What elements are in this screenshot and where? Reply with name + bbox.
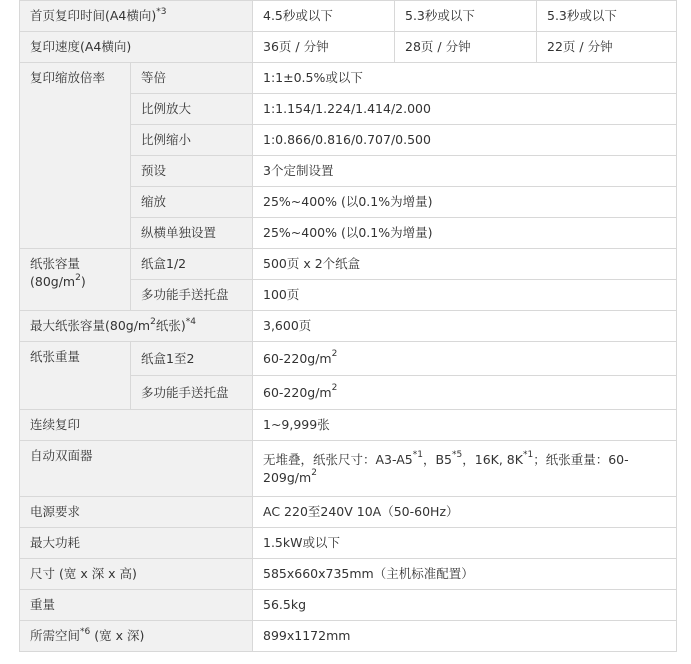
sub-label: 等倍 — [131, 63, 253, 94]
label-text: ) — [80, 274, 86, 289]
value-cell: 3个定制设置 — [253, 156, 677, 187]
value-cell: 56.5kg — [253, 590, 677, 621]
label-text: (80g/m — [30, 274, 76, 289]
row-label-power: 电源要求 — [20, 497, 253, 528]
label-text: 纸张容量 — [30, 256, 81, 271]
value-cell: 1.5kW或以下 — [253, 528, 677, 559]
sub-label: 缩放 — [131, 187, 253, 218]
row-label-duplex: 自动双面器 — [20, 441, 253, 497]
value-cell — [253, 441, 677, 497]
table-row — [20, 63, 677, 94]
label-text: (宽 x 深) — [90, 628, 145, 643]
superscript: 2 — [311, 468, 317, 479]
table-row — [20, 249, 677, 280]
value-text: ，16K, 8K — [462, 451, 523, 467]
value-cell: 1:0.866/0.816/0.707/0.500 — [253, 125, 677, 156]
spec-table — [19, 0, 677, 652]
value-cell: 5.3秒或以下 — [395, 1, 537, 32]
value-cell: 1~9,999张 — [253, 410, 677, 441]
row-label-paper-weight: 纸张重量 — [20, 342, 131, 410]
value-cell: 3,600页 — [253, 311, 677, 342]
row-label-first-copy-time — [20, 1, 253, 32]
table-row — [20, 590, 677, 621]
value-cell: 25%~400% (以0.1%为增量) — [253, 187, 677, 218]
table-row — [20, 441, 677, 497]
superscript: 2 — [150, 316, 156, 327]
row-label-copy-speed: 复印速度(A4横向) — [20, 32, 253, 63]
value-cell: 1:1±0.5%或以下 — [253, 63, 677, 94]
footnote-marker: *1 — [522, 450, 534, 461]
value-cell: AC 220至240V 10A（50-60Hz） — [253, 497, 677, 528]
value-cell: 25%~400% (以0.1%为增量) — [253, 218, 677, 249]
row-label-dimensions: 尺寸 (宽 x 深 x 高) — [20, 559, 253, 590]
value-cell: 28页 / 分钟 — [395, 32, 537, 63]
table-row — [20, 32, 677, 63]
footnote-marker: *3 — [156, 6, 167, 17]
table-row — [20, 342, 677, 376]
value-cell: 5.3秒或以下 — [537, 1, 677, 32]
footnote-marker: *4 — [185, 316, 196, 327]
value-cell: 1:1.154/1.224/1.414/2.000 — [253, 94, 677, 125]
superscript: 2 — [331, 383, 338, 394]
sub-label: 比例放大 — [131, 94, 253, 125]
table-row — [20, 621, 677, 652]
label-text: 纸张) — [155, 318, 186, 333]
sub-label: 纵横单独设置 — [131, 218, 253, 249]
value-text: 60-220g/m — [263, 384, 332, 400]
footnote-marker: *1 — [412, 450, 423, 461]
row-label-max-capacity — [20, 311, 253, 342]
row-label-continuous-copy: 连续复印 — [20, 410, 253, 441]
sub-label: 多功能手送托盘 — [131, 376, 253, 410]
value-cell: 500页 x 2个纸盒 — [253, 249, 677, 280]
sub-label: 多功能手送托盘 — [131, 280, 253, 311]
superscript: 2 — [75, 272, 81, 283]
row-label-weight: 重量 — [20, 590, 253, 621]
row-label-zoom: 复印缩放倍率 — [20, 63, 131, 249]
value-cell: 100页 — [253, 280, 677, 311]
value-text: 无堆叠，纸张尺寸：A3-A5 — [263, 451, 413, 467]
label-text: 最大纸张容量(80g/m — [30, 318, 151, 333]
label-text: 所需空间 — [30, 628, 81, 643]
value-cell: 36页 / 分钟 — [253, 32, 395, 63]
superscript: 2 — [331, 349, 338, 360]
table-row — [20, 1, 677, 32]
sub-label: 纸盒1/2 — [131, 249, 253, 280]
value-cell: 4.5秒或以下 — [253, 1, 395, 32]
value-cell: 585x660x735mm（主机标准配置） — [253, 559, 677, 590]
footnote-marker: *6 — [80, 626, 91, 637]
row-label-space — [20, 621, 253, 652]
row-label-max-power: 最大功耗 — [20, 528, 253, 559]
table-row — [20, 528, 677, 559]
sub-label: 比例缩小 — [131, 125, 253, 156]
label-text: 首页复印时间(A4横向) — [30, 8, 157, 23]
value-text: ；纸张重量：60- — [533, 451, 629, 467]
footnote-marker: *5 — [452, 450, 463, 461]
row-label-paper-capacity — [20, 249, 131, 311]
value-cell — [253, 342, 677, 376]
table-row — [20, 559, 677, 590]
table-row — [20, 410, 677, 441]
value-cell: 22页 / 分钟 — [537, 32, 677, 63]
value-cell — [253, 376, 677, 410]
value-cell: 899x1172mm — [253, 621, 677, 652]
value-text: 209g/m — [263, 469, 312, 485]
sub-label: 预设 — [131, 156, 253, 187]
table-row — [20, 311, 677, 342]
value-text: ，B5 — [422, 451, 453, 467]
table-row — [20, 497, 677, 528]
value-text: 60-220g/m — [263, 350, 332, 366]
sub-label: 纸盒1至2 — [131, 342, 253, 376]
